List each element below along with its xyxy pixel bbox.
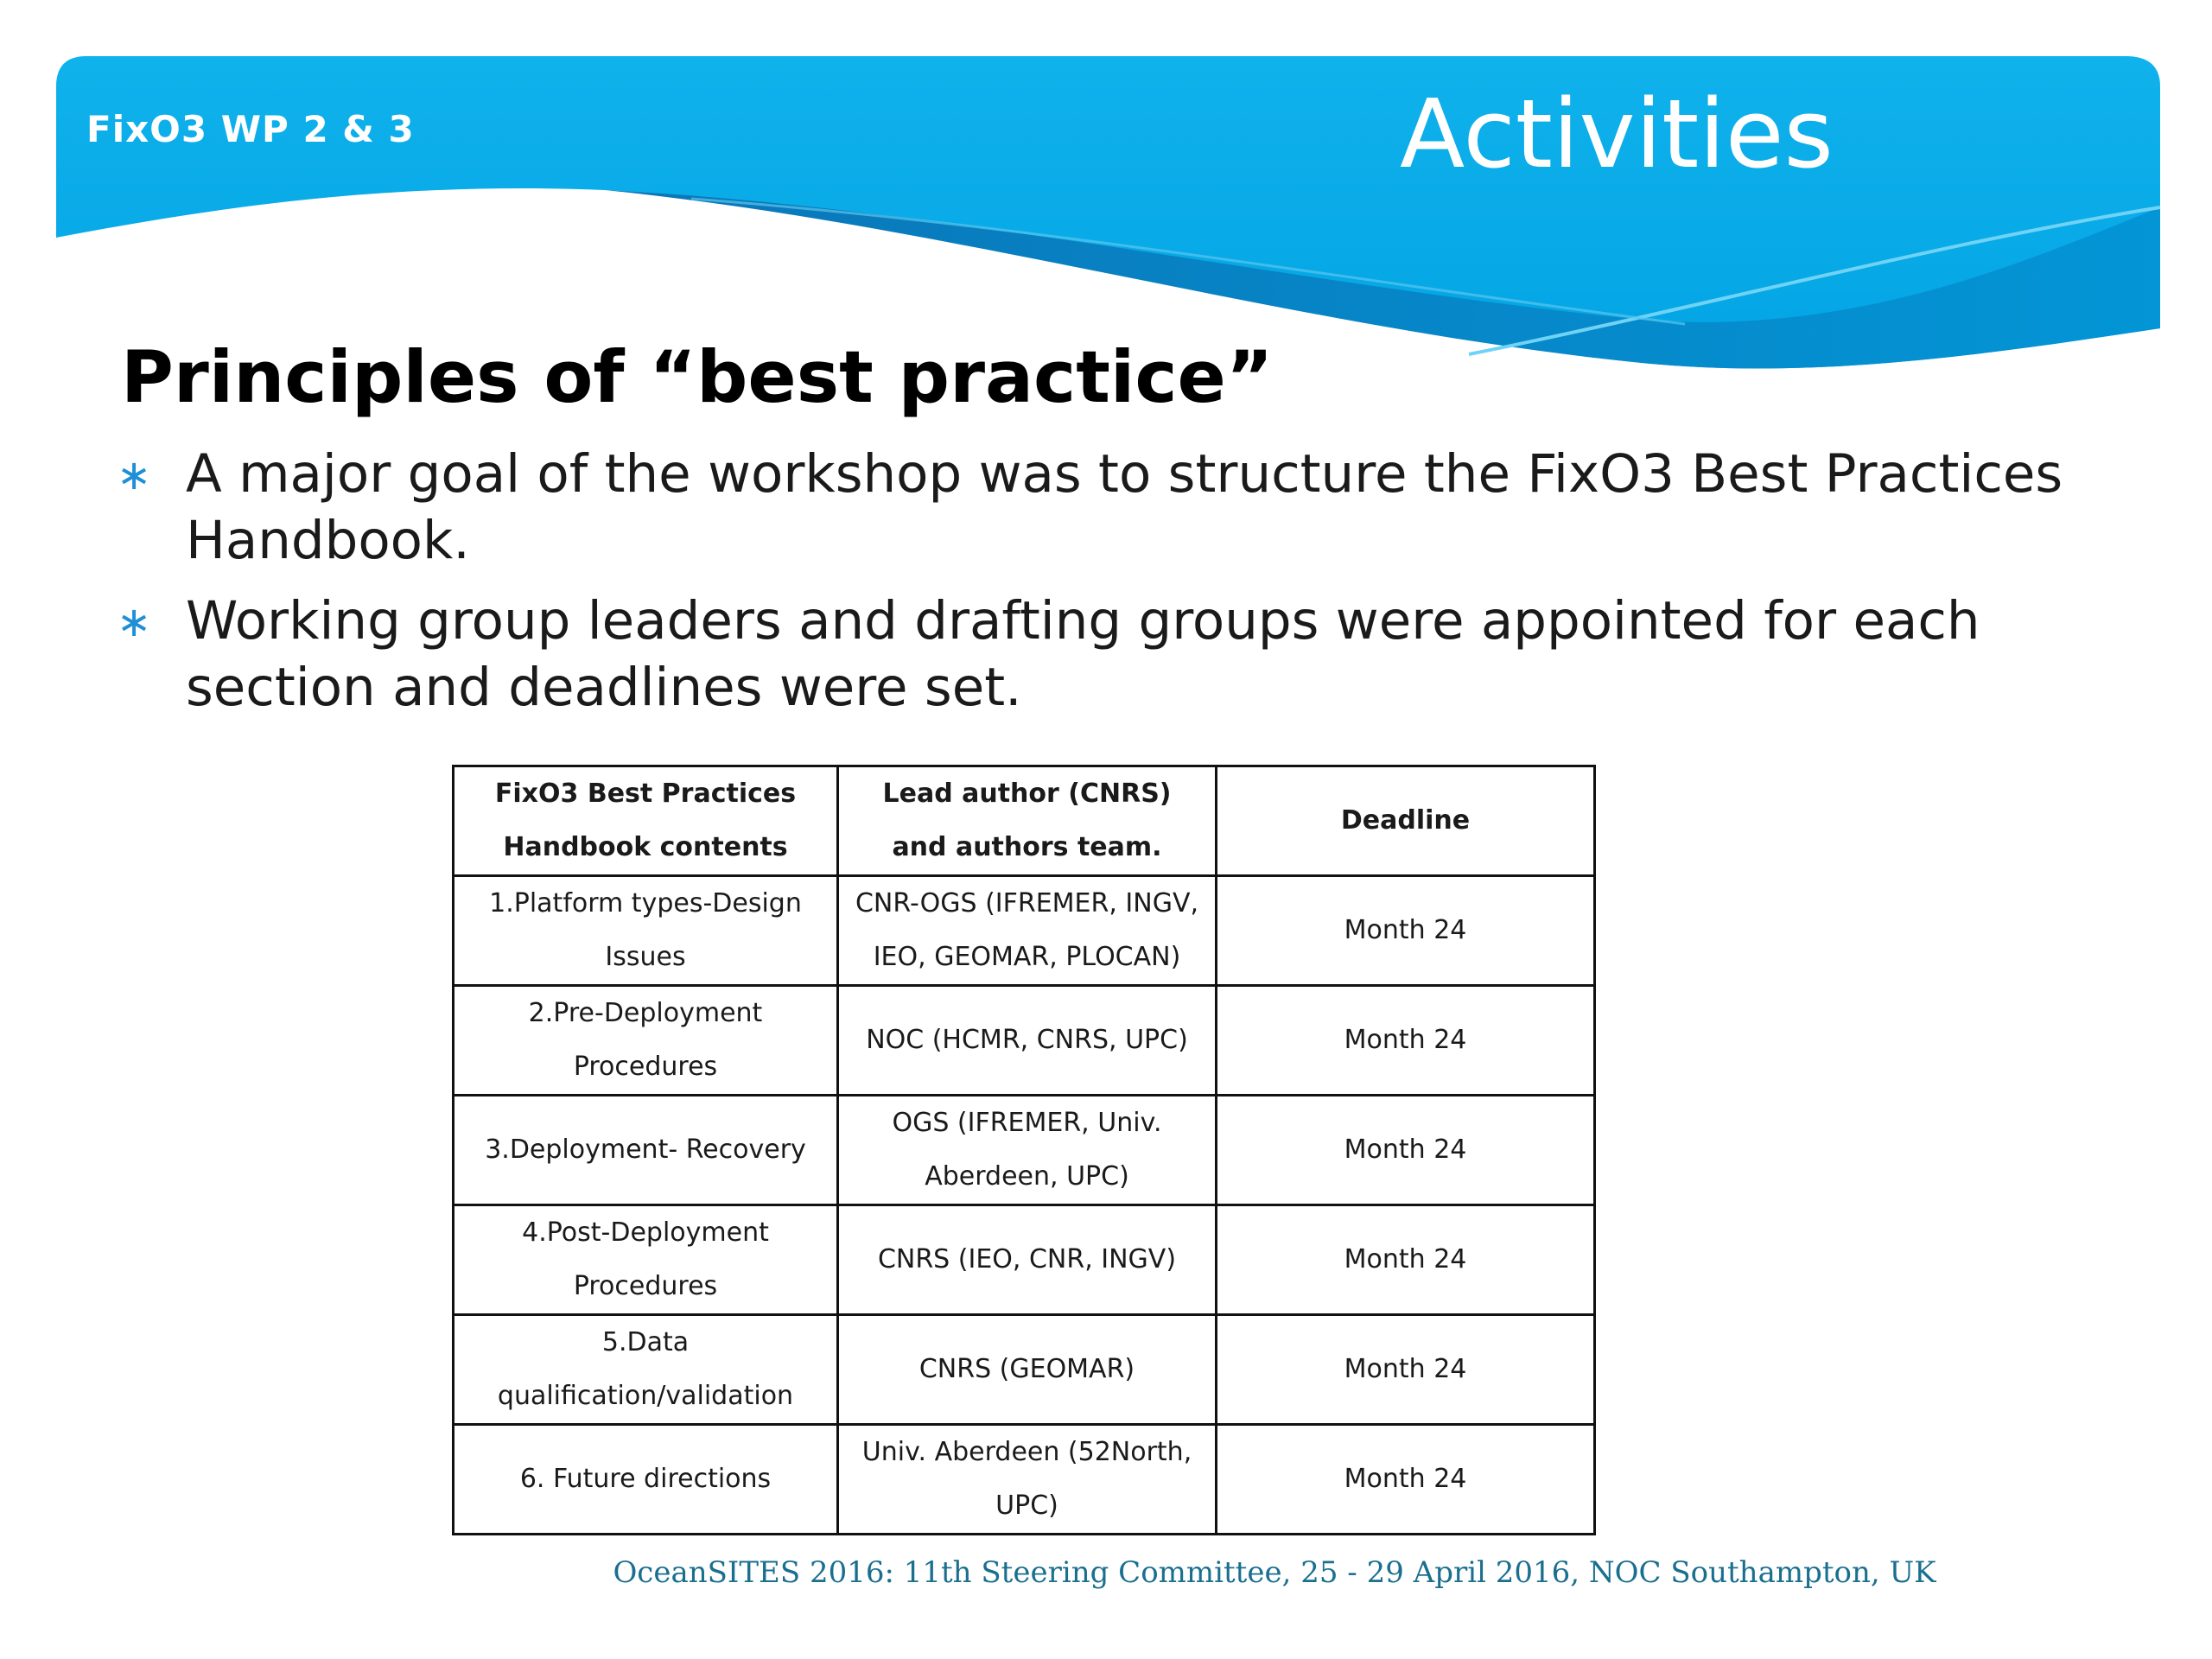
table-cell-deadline: Month 24 xyxy=(1217,1425,1595,1535)
slide-title: Activities xyxy=(1400,79,1834,189)
table-cell-deadline: Month 24 xyxy=(1217,1205,1595,1315)
column-header-contents: FixO3 Best Practices Handbook contents xyxy=(454,766,838,876)
handbook-table-wrapper xyxy=(452,765,1596,1535)
bullet-list xyxy=(117,441,2104,734)
handbook-contents-table xyxy=(452,765,1596,1535)
bullet-text: A major goal of the workshop was to structure the FixO3 Best Practices Handbook. xyxy=(186,443,2063,571)
table-cell-deadline: Month 24 xyxy=(1217,876,1595,986)
column-header-lead-author: Lead author (CNRS) and authors team. xyxy=(838,766,1217,876)
bullet-item xyxy=(117,441,2104,574)
workpackage-label: FixO3 WP 2 & 3 xyxy=(86,108,415,150)
column-header-deadline: Deadline xyxy=(1217,766,1595,876)
table-header-row xyxy=(454,766,1595,876)
table-cell-authors: OGS (IFREMER, Univ. Aberdeen, UPC) xyxy=(838,1096,1217,1205)
table-cell-section: 3.Deployment- Recovery xyxy=(454,1096,838,1205)
table-cell-section: 2.Pre-Deployment Procedures xyxy=(454,986,838,1096)
asterisk-bullet-icon: ∗ xyxy=(117,598,152,646)
table-cell-deadline: Month 24 xyxy=(1217,986,1595,1096)
table-row xyxy=(454,986,1595,1096)
table-cell-deadline: Month 24 xyxy=(1217,1096,1595,1205)
table-cell-section: 4.Post-Deployment Procedures xyxy=(454,1205,838,1315)
section-heading: Principles of “best practice” xyxy=(121,335,1274,419)
table-row xyxy=(454,876,1595,986)
table-cell-authors: CNR-OGS (IFREMER, INGV, IEO, GEOMAR, PLOCAN) xyxy=(838,876,1217,986)
table-cell-authors: Univ. Aberdeen (52North, UPC) xyxy=(838,1425,1217,1535)
table-cell-section: 5.Data qualification/validation xyxy=(454,1315,838,1425)
slide-footer: OceanSITES 2016: 11th Steering Committee, 25 - 29 April 2016, NOC Southampton, UK xyxy=(613,1555,1936,1590)
table-row xyxy=(454,1425,1595,1535)
bullet-item xyxy=(117,588,2104,721)
table-cell-authors: CNRS (GEOMAR) xyxy=(838,1315,1217,1425)
asterisk-bullet-icon: ∗ xyxy=(117,451,152,499)
table-row xyxy=(454,1315,1595,1425)
table-cell-section: 6. Future directions xyxy=(454,1425,838,1535)
table-row xyxy=(454,1205,1595,1315)
table-cell-authors: CNRS (IEO, CNR, INGV) xyxy=(838,1205,1217,1315)
bullet-text: Working group leaders and drafting groups were appointed for each section and deadlines were set. xyxy=(186,590,1980,718)
table-cell-authors: NOC (HCMR, CNRS, UPC) xyxy=(838,986,1217,1096)
table-cell-section: 1.Platform types-Design Issues xyxy=(454,876,838,986)
table-cell-deadline: Month 24 xyxy=(1217,1315,1595,1425)
table-row xyxy=(454,1096,1595,1205)
